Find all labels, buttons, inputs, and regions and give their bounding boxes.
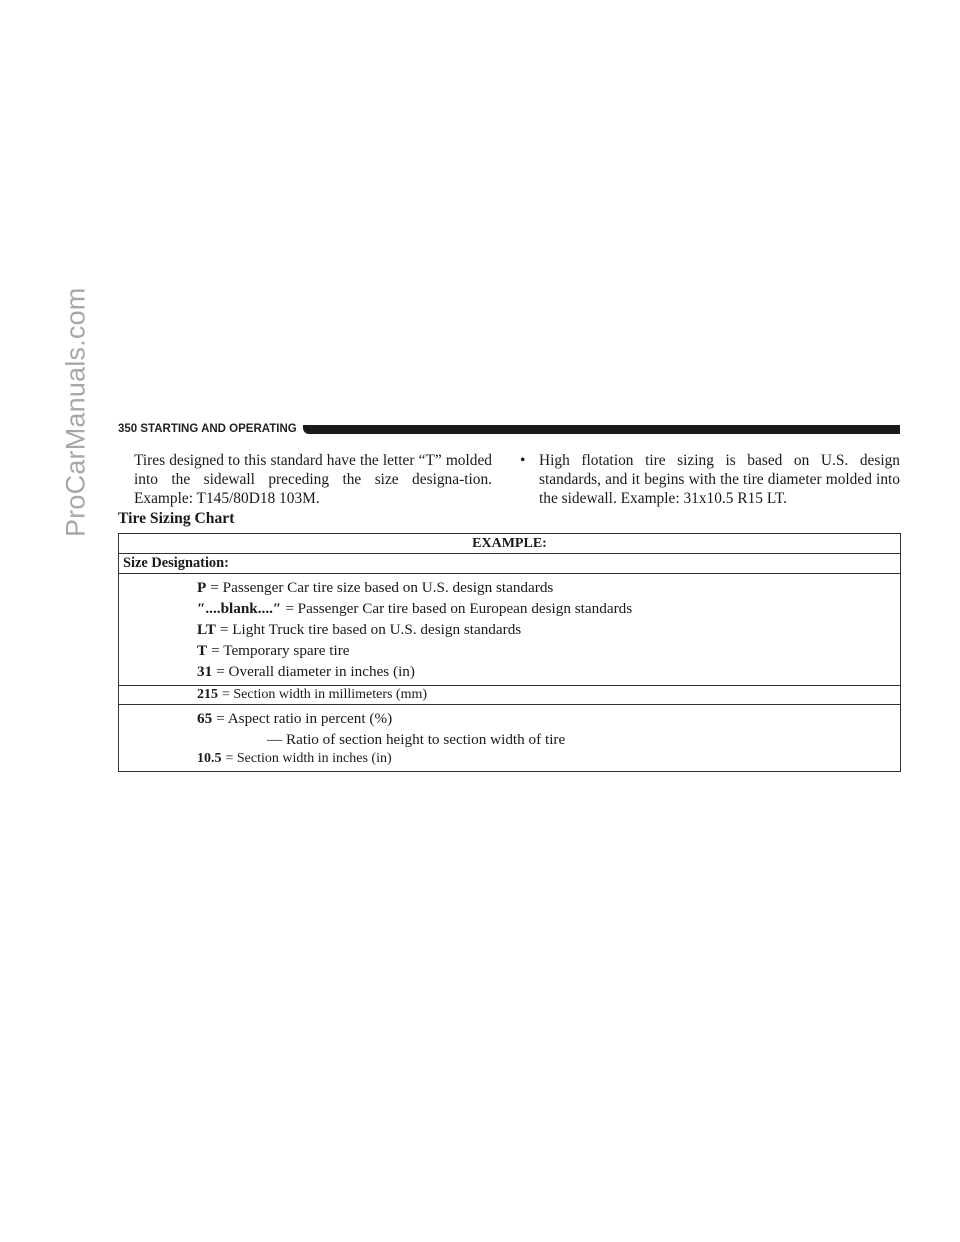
chart-code: 215 xyxy=(197,687,218,702)
chart-desc: = Passenger Car tire based on European design standards xyxy=(285,600,633,617)
chart-desc: = Aspect ratio in percent (%) xyxy=(216,710,393,727)
section-title: Tire Sizing Chart xyxy=(118,510,235,527)
left-paragraph: Tires designed to this standard have the letter “T” molded into the sidewall preceding the size designa-tion. Example: T145/80D18 103M. xyxy=(134,452,492,507)
chart-line xyxy=(119,577,900,598)
chart-code: 65 xyxy=(197,710,213,727)
chart-line: — Ratio of section height to section width of tire xyxy=(267,731,566,748)
chart-desc: = Overall diameter in inches (in) xyxy=(216,663,415,680)
size-designation-label: Size Designation: xyxy=(119,554,900,574)
chart-code: 31 xyxy=(197,663,213,680)
chart-code: P xyxy=(197,579,207,596)
chart-line xyxy=(119,640,900,661)
chart-desc: = Temporary spare tire xyxy=(211,642,350,659)
bullet-icon: • xyxy=(520,452,526,469)
chart-code: 10.5 xyxy=(197,751,222,766)
chart-group-3 xyxy=(119,705,900,771)
chart-header: EXAMPLE: xyxy=(119,534,900,554)
chart-line xyxy=(119,661,900,682)
chart-line xyxy=(119,619,900,640)
chart-line xyxy=(119,686,900,704)
right-paragraph: High flotation tire sizing is based on U.S. design standards, and it begins with the tire diameter molded into the sidewall. Example: 31x10.5 R15 LT. xyxy=(539,452,900,507)
watermark-text: ProCarManuals.com xyxy=(60,287,91,537)
right-bullet-item xyxy=(520,451,900,508)
chart-line xyxy=(119,750,900,768)
header-rule xyxy=(303,425,900,434)
chart-code: LT xyxy=(197,621,216,638)
tire-sizing-chart xyxy=(118,533,901,772)
page-header xyxy=(118,421,900,437)
chart-line xyxy=(119,598,900,619)
chart-desc: = Section width in millimeters (mm) xyxy=(222,687,428,702)
chart-line xyxy=(119,708,900,729)
chart-code: T xyxy=(197,642,208,659)
page-number-section-label: 350 STARTING AND OPERATING xyxy=(118,423,297,435)
chart-code: ″....blank....″ xyxy=(197,600,282,617)
chart-desc: = Section width in inches (in) xyxy=(225,751,392,766)
chart-desc: = Light Truck tire based on U.S. design standards xyxy=(219,621,522,638)
chart-group-1 xyxy=(119,574,900,686)
chart-group-2 xyxy=(119,686,900,705)
chart-desc: = Passenger Car tire size based on U.S. design standards xyxy=(210,579,554,596)
